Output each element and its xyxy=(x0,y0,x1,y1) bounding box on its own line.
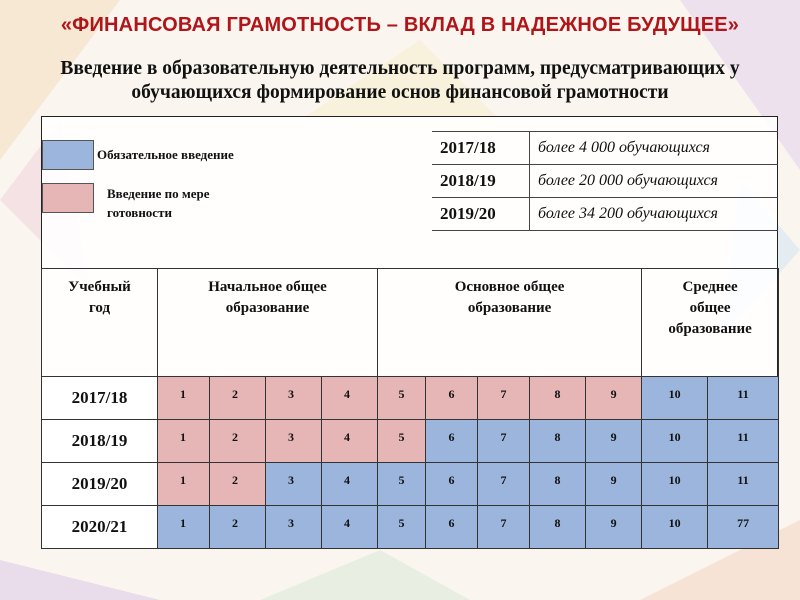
grade-cell: 3 xyxy=(266,506,322,549)
header-primary-line-2: образование xyxy=(225,300,310,316)
row-year: 2018/19 xyxy=(42,420,158,463)
stats-value: более 20 000 обучающихся xyxy=(530,165,779,198)
slide-title: «ФИНАНСОВАЯ ГРАМОТНОСТЬ – ВКЛАД В НАДЕЖНОЕ БУДУЩЕЕ» xyxy=(60,14,740,36)
grade-cell: 1 xyxy=(158,420,210,463)
stats-year: 2018/19 xyxy=(432,165,530,198)
grade-cell: 3 xyxy=(266,377,322,420)
grade-cell: 3 xyxy=(266,463,322,506)
grade-cell: 2 xyxy=(210,463,266,506)
header-basic xyxy=(378,269,642,377)
stats-row xyxy=(432,165,778,198)
grades-table xyxy=(41,268,779,549)
grade-cell: 4 xyxy=(322,377,378,420)
stats-value: более 34 200 обучающихся xyxy=(530,198,779,231)
grade-cell: 6 xyxy=(426,506,478,549)
grade-cell: 11 xyxy=(708,377,779,420)
header-year xyxy=(42,269,158,377)
grade-cell: 10 xyxy=(642,377,708,420)
grade-cell: 6 xyxy=(426,377,478,420)
grade-cell: 8 xyxy=(530,377,586,420)
grade-cell: 8 xyxy=(530,420,586,463)
grade-cell: 7 xyxy=(478,463,530,506)
grade-cell: 11 xyxy=(708,463,779,506)
row-year: 2017/18 xyxy=(42,377,158,420)
legend-readiness-line-2: готовности xyxy=(107,205,172,220)
stats-year: 2017/18 xyxy=(432,132,530,165)
header-secondary xyxy=(642,269,779,377)
stats-year: 2019/20 xyxy=(432,198,530,231)
header-basic-line-2: образование xyxy=(467,300,552,316)
header-primary xyxy=(158,269,378,377)
stats-row xyxy=(432,198,778,231)
grade-cell: 10 xyxy=(642,420,708,463)
grade-cell: 3 xyxy=(266,420,322,463)
grade-cell: 10 xyxy=(642,506,708,549)
legend-swatch-readiness xyxy=(42,183,94,213)
table-row xyxy=(42,506,779,549)
grade-cell: 10 xyxy=(642,463,708,506)
grade-cell: 6 xyxy=(426,420,478,463)
grade-cell: 4 xyxy=(322,463,378,506)
grade-cell: 8 xyxy=(530,463,586,506)
header-year-line-2: год xyxy=(88,300,111,316)
grade-cell: 7 xyxy=(478,506,530,549)
grade-cell: 7 xyxy=(478,377,530,420)
header-secondary-line-3: образование xyxy=(668,321,752,337)
header-year-line-1: Учебный xyxy=(68,279,131,295)
table-row xyxy=(42,463,779,506)
legend-readiness-line-1: Введение по мере xyxy=(107,186,210,201)
stats-value: более 4 000 обучающихся xyxy=(530,132,779,165)
grade-cell: 2 xyxy=(210,506,266,549)
subtitle-line-1: Введение в образовательную деятельность программ, предусматривающих у xyxy=(60,58,740,79)
grade-cell: 5 xyxy=(378,377,426,420)
grade-cell: 1 xyxy=(158,463,210,506)
enrollment-stats-table xyxy=(432,131,778,231)
table-header-row xyxy=(42,269,779,377)
grade-cell: 5 xyxy=(378,506,426,549)
grade-cell: 9 xyxy=(586,377,642,420)
grade-cell: 2 xyxy=(210,420,266,463)
table-row xyxy=(42,377,779,420)
grade-cell: 6 xyxy=(426,463,478,506)
subtitle-line-2: обучающихся формирование основ финансовой грамотности xyxy=(131,82,669,103)
grade-cell: 1 xyxy=(158,377,210,420)
row-year: 2020/21 xyxy=(42,506,158,549)
grade-cell: 9 xyxy=(586,420,642,463)
grade-cell: 9 xyxy=(586,506,642,549)
legend-label-mandatory: Обязательное введение xyxy=(97,147,234,162)
grade-cell: 11 xyxy=(708,420,779,463)
grade-cell: 4 xyxy=(322,506,378,549)
header-secondary-line-2: общее xyxy=(689,300,731,316)
stats-row xyxy=(432,132,778,165)
slide-subtitle xyxy=(0,57,800,105)
grade-cell: 4 xyxy=(322,420,378,463)
grade-cell: 5 xyxy=(378,463,426,506)
grade-cell: 8 xyxy=(530,506,586,549)
legend-swatch-mandatory xyxy=(42,140,94,170)
grade-cell: 5 xyxy=(378,420,426,463)
grade-cell: 7 xyxy=(478,420,530,463)
row-year: 2019/20 xyxy=(42,463,158,506)
grade-cell: 9 xyxy=(586,463,642,506)
grade-cell: 77 xyxy=(708,506,779,549)
grade-cell: 1 xyxy=(158,506,210,549)
table-body xyxy=(42,377,779,549)
grade-cell: 2 xyxy=(210,377,266,420)
legend-label-readiness xyxy=(107,184,210,222)
header-basic-line-1: Основное общее xyxy=(454,279,565,295)
header-secondary-line-1: Среднее xyxy=(682,279,738,295)
header-primary-line-1: Начальное общее xyxy=(208,279,327,295)
table-row xyxy=(42,420,779,463)
